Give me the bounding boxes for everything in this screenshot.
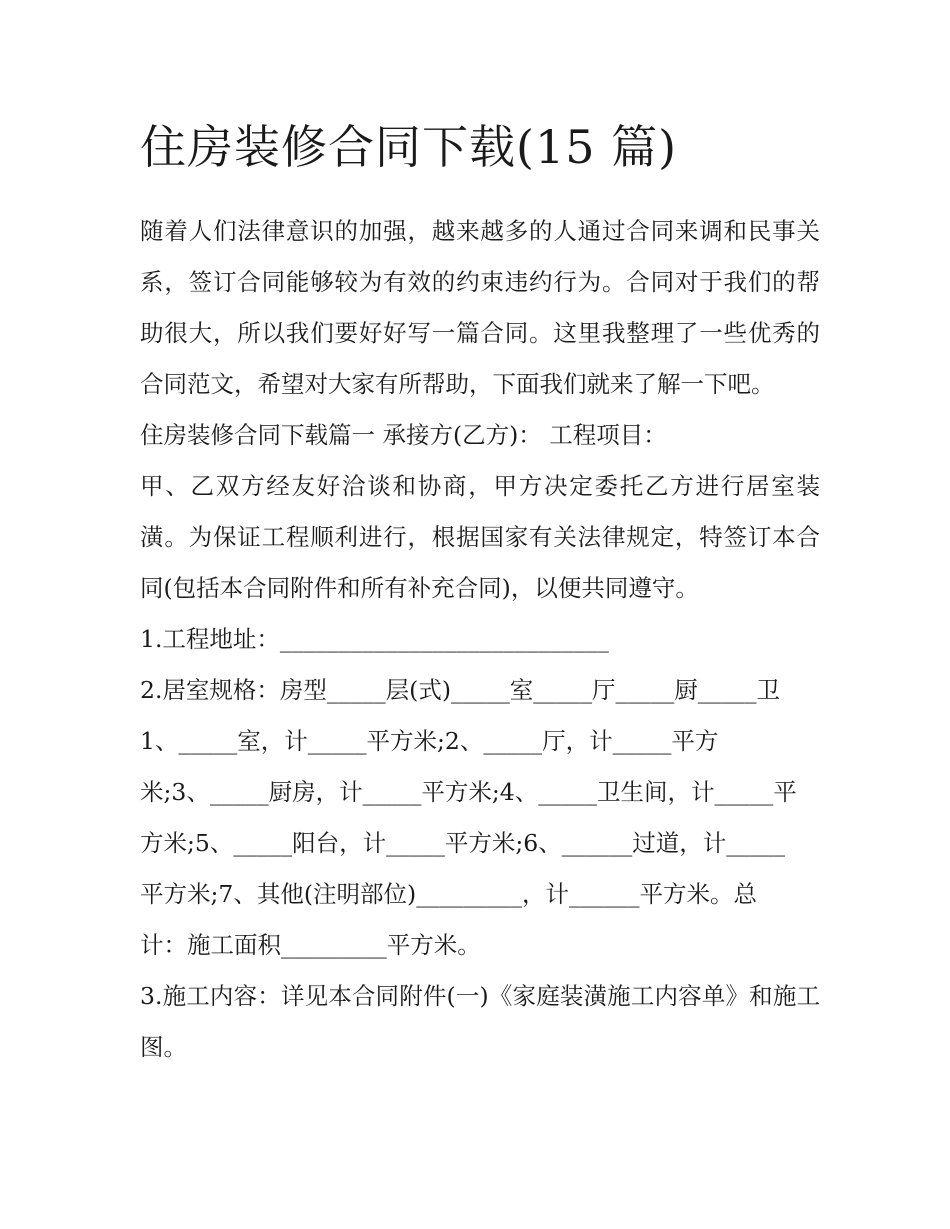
item-room-specs (140, 665, 820, 971)
room-specs-line: 2.居室规格：房型_____层(式)_____室_____厅_____厨_____卫 (140, 676, 781, 704)
document-page (140, 112, 820, 1073)
section-body-paragraph: 甲、乙双方经友好洽谈和协商，甲方决定委托乙方进行居室装潢。为保证工程顺利进行，根据国家有关法律规定，特签订本合同(包括本合同附件和所有补充合同)，以便共同遵守。 (140, 472, 820, 602)
item-construction-content: 3.施工内容：详见本合同附件(一)《家庭装潢施工内容单》和施工图。 (140, 982, 820, 1061)
item-project-address: 1.工程地址：____________________________ (140, 625, 609, 653)
document-title: 住房装修合同下载(15 篇) (140, 120, 678, 174)
room-specs-line: 计：施工面积_________平方米。 (140, 931, 481, 959)
room-specs-line: 1、_____室，计_____平方米;2、_____厅，计_____平方 (140, 727, 719, 755)
room-specs-line: 米;3、_____厨房，计_____平方米;4、_____卫生间，计_____平 (140, 778, 797, 806)
intro-paragraph: 随着人们法律意识的加强，越来越多的人通过合同来调和民事关系，签订合同能够较为有效的约束违约行为。合同对于我们的帮助很大，所以我们要好好写一篇合同。这里我整理了一些优秀的合同范文，希望对大家有所帮助，下面我们就来了解一下吧。 (140, 217, 820, 398)
section-heading: 住房装修合同下载篇一 承接方(乙方)： 工程项目： (140, 421, 667, 449)
room-specs-line: 平方米;7、其他(注明部位)_________，计______平方米。总 (140, 880, 757, 908)
room-specs-line: 方米;5、_____阳台，计_____平方米;6、______过道，计_____ (140, 829, 785, 857)
